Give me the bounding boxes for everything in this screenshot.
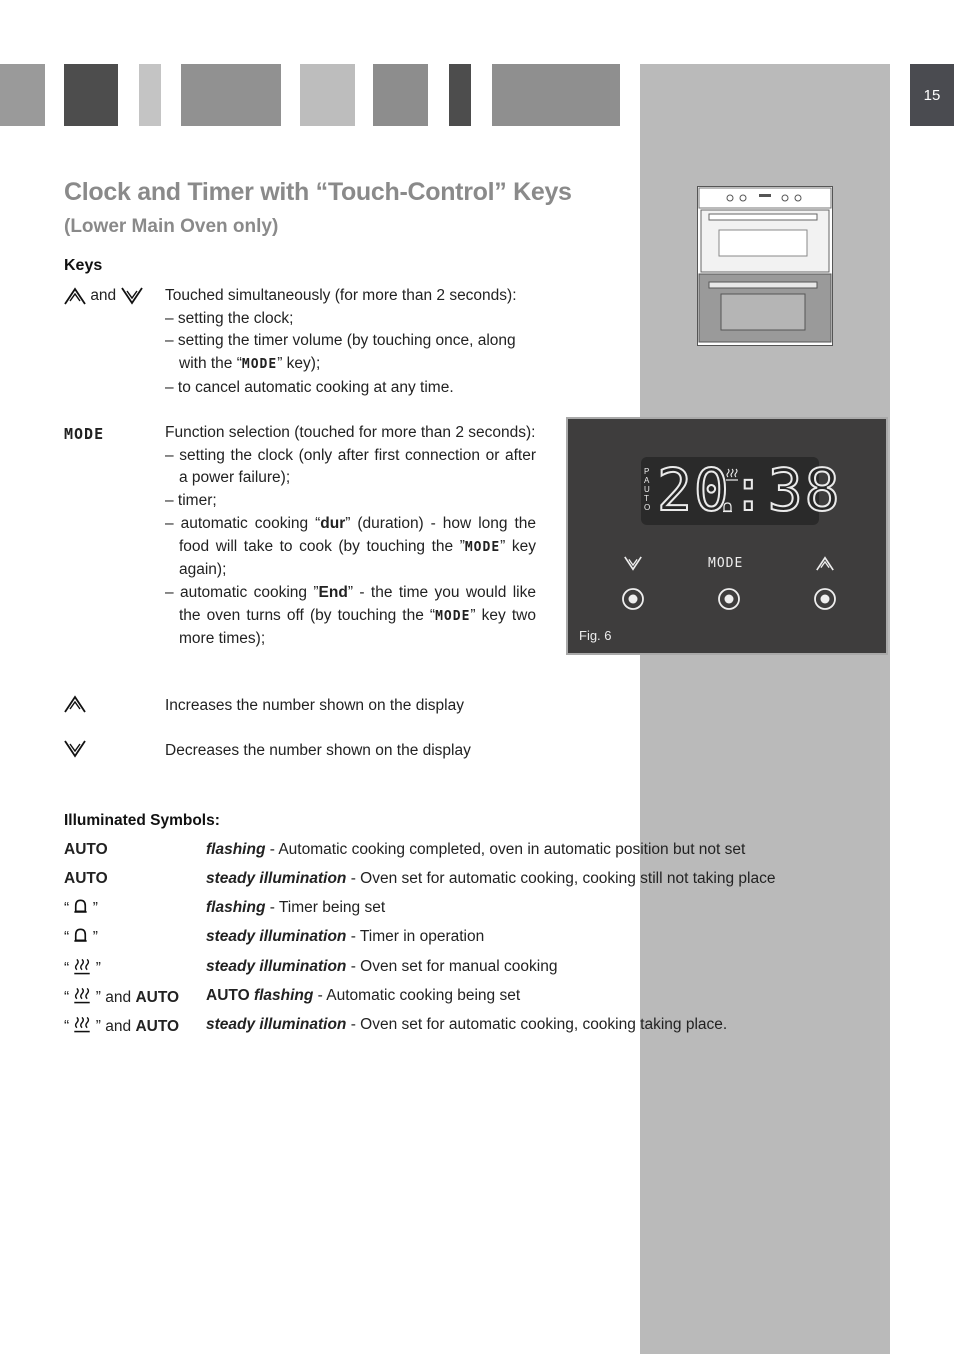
- up-arrow-icon: [816, 556, 834, 571]
- mode-item: – timer;: [165, 492, 217, 510]
- oven-illustration: [697, 186, 833, 346]
- header-block-4: [181, 64, 281, 126]
- panel-mode-label: MODE: [708, 556, 744, 571]
- figure-label: Fig. 6: [579, 628, 612, 643]
- bell-icon: [722, 502, 733, 513]
- mode-item: – setting the clock (only after first connection or after a power failure);: [165, 446, 536, 487]
- down-arrow-icon: [624, 556, 642, 571]
- mode-key-glyph: MODE: [464, 539, 501, 555]
- up-key-description: Increases the number shown on the display: [165, 697, 464, 714]
- heat-icon: [73, 1016, 91, 1033]
- down-arrow-icon: [121, 287, 143, 305]
- updown-item: – setting the timer volume (by touching once, along with the “MODE” key);: [165, 332, 516, 373]
- header-block-6: [373, 64, 428, 126]
- updown-item: – setting the clock;: [165, 309, 294, 327]
- clock-display: [641, 456, 842, 525]
- up-arrow-icon: [64, 695, 86, 713]
- header-block-8: [492, 64, 620, 126]
- updown-item: – to cancel automatic cooking at any time.: [165, 378, 454, 396]
- control-panel-figure: [566, 417, 888, 655]
- heat-icon: [725, 468, 739, 481]
- header-block-5: [300, 64, 355, 126]
- header-block-3: [139, 64, 161, 126]
- mode-item: – automatic cooking ”End” - the time you would like the oven turns off (by touching the “MODE” key two more times);: [165, 583, 537, 648]
- touch-key-down[interactable]: [621, 587, 645, 611]
- updown-description: [165, 285, 536, 400]
- keys-heading: Keys: [64, 257, 103, 274]
- updown-intro: Touched simultaneously (for more than 2 seconds):: [165, 287, 517, 304]
- heat-icon: [73, 987, 91, 1004]
- updown-key-label: [64, 285, 143, 308]
- header-block-7: [449, 64, 471, 126]
- mode-key-glyph: MODE: [241, 357, 278, 373]
- display-time: 20:38: [657, 456, 842, 524]
- header-block-2: [64, 64, 118, 126]
- up-arrow-icon: [64, 287, 86, 305]
- mode-description: [165, 422, 536, 651]
- illuminated-heading: Illuminated Symbols:: [64, 812, 220, 829]
- touch-key-up[interactable]: [813, 587, 837, 611]
- heat-icon: [73, 958, 91, 975]
- and-label: and: [90, 287, 117, 304]
- bell-icon: [73, 899, 88, 914]
- down-arrow-icon: [64, 740, 86, 758]
- page-title: Clock and Timer with “Touch-Control” Keys: [64, 178, 572, 206]
- mode-intro: Function selection (touched for more than 2 seconds):: [165, 424, 536, 441]
- page-subtitle: (Lower Main Oven only): [64, 216, 279, 237]
- down-key-description: Decreases the number shown on the display: [165, 742, 471, 759]
- page-number: 15: [910, 64, 954, 126]
- mode-item: – automatic cooking “dur” (duration) - how long the food will take to cook (by touching the ”MODE” key again);: [165, 514, 537, 579]
- header-block-1: [0, 64, 45, 126]
- touch-key-mode[interactable]: [717, 587, 741, 611]
- bell-icon: [73, 928, 88, 943]
- mode-key-glyph: MODE: [435, 608, 471, 624]
- display-side-letters: P AUTO: [644, 467, 651, 512]
- mode-key-label: MODE: [64, 425, 105, 443]
